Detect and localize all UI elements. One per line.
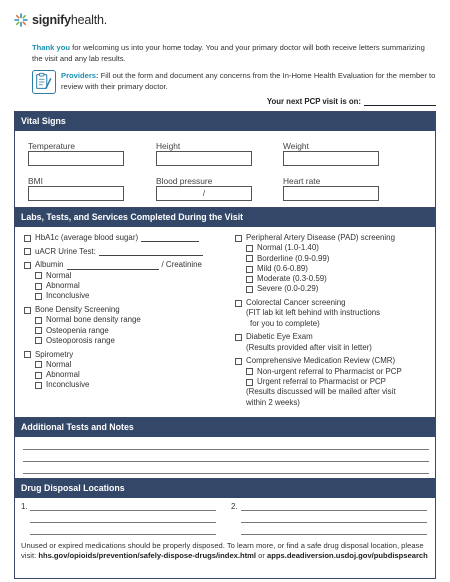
additional-notes-header: Additional Tests and Notes bbox=[15, 418, 435, 437]
bone-density-label: Bone Density Screening bbox=[35, 304, 120, 314]
labs-left-column bbox=[24, 233, 224, 391]
clipboard-pencil-icon bbox=[32, 70, 56, 94]
pad-mild-label: Mild (0.6-0.89) bbox=[257, 263, 308, 273]
dea-disposal-link[interactable]: apps.deadiversion.usdoj.gov/pubdispsearch bbox=[267, 551, 428, 561]
cmr-urgent-checkbox[interactable] bbox=[246, 379, 253, 386]
eye-exam-note: (Results provided after visit in letter) bbox=[246, 342, 372, 352]
bmi-field[interactable] bbox=[28, 186, 124, 201]
providers-label: Providers: bbox=[61, 71, 99, 80]
blood-pressure-field[interactable]: / bbox=[156, 186, 252, 201]
colorectal-note: (FIT lab kit left behind with instructions bbox=[246, 308, 381, 318]
cmr-note: (Results discussed will be mailed after visit bbox=[246, 387, 396, 397]
weight-field[interactable] bbox=[283, 151, 379, 166]
bmi-label: BMI bbox=[28, 176, 43, 186]
colorectal-label: Colorectal Cancer screening bbox=[246, 298, 346, 308]
drug-disposal-header: Drug Disposal Locations bbox=[15, 479, 435, 498]
hba1c-checkbox[interactable] bbox=[24, 235, 31, 242]
albumin-label: Albumin bbox=[35, 260, 64, 270]
pad-borderline-checkbox[interactable] bbox=[246, 255, 253, 262]
cmr-label: Comprehensive Medication Review (CMR) bbox=[246, 356, 396, 366]
bone-normal-checkbox[interactable] bbox=[35, 317, 42, 324]
creatinine-label: / Creatinine bbox=[161, 260, 202, 270]
location-2-line-3[interactable] bbox=[241, 534, 427, 535]
uacr-result-line[interactable] bbox=[99, 248, 203, 256]
pad-moderate-checkbox[interactable] bbox=[246, 276, 253, 283]
temperature-label: Temperature bbox=[28, 141, 76, 151]
cmr-non-urgent-label: Non-urgent referral to Pharmacist or PCP bbox=[257, 366, 402, 376]
spirometry-label: Spirometry bbox=[35, 349, 74, 359]
bone-osteoporosis-label: Osteoporosis range bbox=[46, 335, 115, 345]
vital-signs-header: Vital Signs bbox=[15, 112, 435, 131]
albumin-normal-checkbox[interactable] bbox=[35, 272, 42, 279]
pad-mild-checkbox[interactable] bbox=[246, 266, 253, 273]
pcp-visit-label: Your next PCP visit is on: bbox=[266, 97, 361, 106]
signify-sparkle-icon bbox=[14, 13, 28, 27]
albumin-normal-label: Normal bbox=[46, 270, 72, 280]
pad-label: Peripheral Artery Disease (PAD) screening bbox=[246, 233, 395, 242]
pad-severe-checkbox[interactable] bbox=[246, 286, 253, 293]
heart-rate-label: Heart rate bbox=[283, 176, 321, 186]
signifyhealth-logo bbox=[14, 13, 107, 27]
location-2-number: 2. bbox=[231, 502, 238, 511]
pcp-visit bbox=[267, 97, 436, 106]
pad-checkbox[interactable] bbox=[235, 235, 242, 242]
albumin-checkbox[interactable] bbox=[24, 262, 31, 269]
eye-exam-checkbox[interactable] bbox=[235, 334, 242, 341]
labs-right-column bbox=[235, 233, 431, 408]
spiro-normal-checkbox[interactable] bbox=[35, 361, 42, 368]
location-2-line-2[interactable] bbox=[241, 522, 427, 523]
hba1c-result-line[interactable] bbox=[141, 234, 199, 242]
cmr-urgent-label: Urgent referral to Pharmacist or PCP bbox=[257, 377, 386, 387]
weight-label: Weight bbox=[283, 141, 309, 151]
bone-normal-label: Normal bone density range bbox=[46, 315, 141, 325]
providers-instructions: Providers: Fill out the form and document any concerns from the In-Home Health Evaluation for the member to review with their primary doctor. bbox=[61, 71, 436, 91]
albumin-inconclusive-checkbox[interactable] bbox=[35, 293, 42, 300]
blood-pressure-label: Blood pressure bbox=[156, 176, 213, 186]
notes-line-3[interactable] bbox=[23, 473, 429, 474]
disposal-footer-text: Unused or expired medications should be properly disposed. To learn more, or find a safe drug disposal location, please visit: hhs.gov/opioids/prevention/safely-dispose-drugs/index.html or apps.deadiversion.usdoj.gov/pubdispsearch bbox=[21, 541, 428, 561]
spiro-abnormal-checkbox[interactable] bbox=[35, 372, 42, 379]
labs-section bbox=[14, 207, 436, 422]
vital-signs-section bbox=[14, 111, 436, 208]
pad-normal-label: Normal (1.0-1.40) bbox=[257, 243, 319, 253]
intro-text: Thank you for welcoming us into your home today. You and your primary doctor will both receive letters summarizing the visit and any lab results. bbox=[32, 43, 425, 63]
spiro-normal-label: Normal bbox=[46, 359, 72, 369]
colorectal-note-2: for you to complete) bbox=[250, 318, 320, 328]
albumin-result-line[interactable] bbox=[67, 262, 159, 270]
spiro-inconclusive-label: Inconclusive bbox=[46, 380, 90, 390]
location-2-line-1[interactable] bbox=[241, 510, 427, 511]
bone-osteopenia-checkbox[interactable] bbox=[35, 327, 42, 334]
colorectal-checkbox[interactable] bbox=[235, 300, 242, 307]
hhs-disposal-link[interactable]: hhs.gov/opioids/prevention/safely-dispose-drugs/index.html bbox=[38, 551, 257, 561]
brand-name: signifyhealth. bbox=[32, 13, 108, 27]
bone-osteopenia-label: Osteopenia range bbox=[46, 325, 109, 335]
heart-rate-field[interactable] bbox=[283, 186, 379, 201]
location-1-line-1[interactable] bbox=[30, 510, 216, 511]
height-label: Height bbox=[156, 141, 181, 151]
notes-line-2[interactable] bbox=[23, 461, 429, 462]
spiro-inconclusive-checkbox[interactable] bbox=[35, 382, 42, 389]
spiro-abnormal-label: Abnormal bbox=[46, 370, 80, 380]
drug-disposal-section bbox=[14, 478, 436, 579]
location-1-line-3[interactable] bbox=[30, 534, 216, 535]
height-field[interactable] bbox=[156, 151, 252, 166]
eye-exam-label: Diabetic Eye Exam bbox=[246, 332, 313, 342]
location-1-number: 1. bbox=[21, 502, 28, 511]
cmr-checkbox[interactable] bbox=[235, 358, 242, 365]
spirometry-checkbox[interactable] bbox=[24, 351, 31, 358]
cmr-note-2: within 2 weeks) bbox=[246, 397, 300, 407]
cmr-non-urgent-checkbox[interactable] bbox=[246, 368, 253, 375]
hba1c-label: HbA1c (average blood sugar) bbox=[35, 233, 139, 242]
bone-osteoporosis-checkbox[interactable] bbox=[35, 337, 42, 344]
pad-moderate-label: Moderate (0.3-0.59) bbox=[257, 274, 327, 284]
location-1-line-2[interactable] bbox=[30, 522, 216, 523]
thank-you: Thank you bbox=[32, 43, 70, 52]
albumin-inconclusive-label: Inconclusive bbox=[46, 291, 90, 301]
notes-line-1[interactable] bbox=[23, 449, 429, 450]
pcp-visit-date-field[interactable] bbox=[364, 98, 436, 106]
albumin-abnormal-label: Abnormal bbox=[46, 280, 80, 290]
albumin-abnormal-checkbox[interactable] bbox=[35, 283, 42, 290]
uacr-checkbox[interactable] bbox=[24, 248, 31, 255]
temperature-field[interactable] bbox=[28, 151, 124, 166]
pad-borderline-label: Borderline (0.9-0.99) bbox=[257, 253, 330, 263]
uacr-label: uACR Urine Test: bbox=[35, 246, 96, 256]
pad-normal-checkbox[interactable] bbox=[246, 245, 253, 252]
bone-density-checkbox[interactable] bbox=[24, 307, 31, 314]
pad-severe-label: Severe (0.0-0.29) bbox=[257, 284, 319, 294]
labs-header: Labs, Tests, and Services Completed During the Visit bbox=[15, 208, 435, 227]
